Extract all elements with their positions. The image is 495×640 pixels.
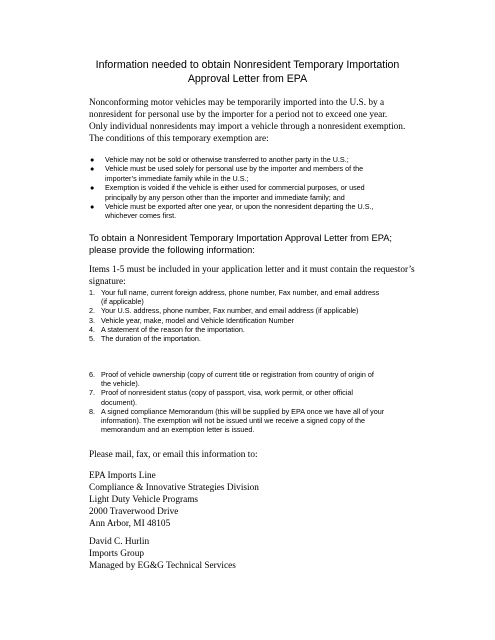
required-items-list bbox=[89, 288, 434, 343]
condition-item: ● Vehicle may not be sold or otherwise transferred to another party in the U.S.; bbox=[90, 155, 349, 164]
title-line-1: Information needed to obtain Nonresident Temporary Importation bbox=[95, 59, 400, 71]
condition-item: ● Exemption is voided if the vehicle is either used for commercial purposes, or used principally by any person other than the importer and immediate family; and bbox=[90, 183, 365, 202]
required-item: 5. The duration of the importation. bbox=[89, 334, 201, 344]
items-intro: Items 1-5 must be included in your application letter and it must contain the requestor’s signature: bbox=[89, 265, 415, 287]
address-line: Ann Arbor, MI 48105 bbox=[89, 519, 171, 529]
required-item: 1. Your full name, current foreign address, phone number, Fax number, and email address (if applicable) bbox=[89, 288, 380, 307]
address-line: Light Duty Vehicle Programs bbox=[89, 495, 199, 505]
address-line: EPA Imports Line bbox=[89, 471, 156, 481]
bullet-icon: ● bbox=[90, 183, 95, 193]
required-item: 3. Vehicle year, make, model and Vehicle Identification Number bbox=[89, 315, 294, 325]
bullet-icon: ● bbox=[90, 202, 95, 212]
additional-item: 8. A signed compliance Memorandum (this will be supplied by EPA once we have all of your information). The exemption will not be issued until we receive a signed copy of the memorandum and an exemption letter is issued. bbox=[89, 406, 385, 435]
bullet-icon: ● bbox=[90, 155, 95, 164]
contact-line: Managed by EG&G Technical Services bbox=[89, 561, 236, 571]
additional-item: 6. Proof of vehicle ownership (copy of current title or registration from country of origin of the vehicle). bbox=[89, 370, 374, 389]
address-line: Compliance & Innovative Strategies Division bbox=[89, 483, 259, 493]
contact-line: David C. Hurlin bbox=[89, 537, 150, 547]
intro-paragraph bbox=[89, 97, 434, 145]
required-item: 2. Your U.S. address, phone number, Fax number, and email address (if applicable) bbox=[89, 306, 359, 316]
additional-items-list bbox=[89, 370, 434, 434]
condition-item: ● Vehicle must be exported after one year, or upon the nonresident departing the U.S., whichever comes first. bbox=[90, 202, 374, 221]
condition-item: ● Vehicle must be used solely for personal use by the importer and members of the importer’s immediate family while in the U.S.; bbox=[90, 164, 364, 183]
required-item: 4. A statement of the reason for the importation. bbox=[89, 324, 245, 334]
title-line-2: Approval Letter from EPA bbox=[187, 72, 308, 85]
contact-line: Imports Group bbox=[89, 549, 145, 559]
contact-block bbox=[89, 536, 434, 572]
intro-line: The conditions of this temporary exemption are: bbox=[89, 134, 269, 144]
obtain-heading: To obtain a Nonresident Temporary Importation Approval Letter from EPA; please provide the following information: bbox=[89, 233, 392, 255]
additional-item: 7. Proof of nonresident status (copy of passport, visa, work permit, or other official document). bbox=[89, 388, 353, 407]
intro-line: Nonconforming motor vehicles may be temporarily imported into the U.S. by a bbox=[89, 98, 385, 108]
document-title bbox=[60, 59, 435, 86]
intro-line: nonresident for personal use by the importer for a period not to exceed one year. bbox=[89, 110, 388, 120]
mail-instruction: Please mail, fax, or email this information to: bbox=[89, 450, 258, 460]
conditions-list bbox=[89, 155, 434, 221]
bullet-icon: ● bbox=[90, 164, 95, 174]
address-line: 2000 Traverwood Drive bbox=[89, 507, 179, 517]
mailing-address bbox=[89, 470, 434, 530]
intro-line: Only individual nonresidents may import a vehicle through a nonresident exemption. bbox=[89, 122, 406, 132]
